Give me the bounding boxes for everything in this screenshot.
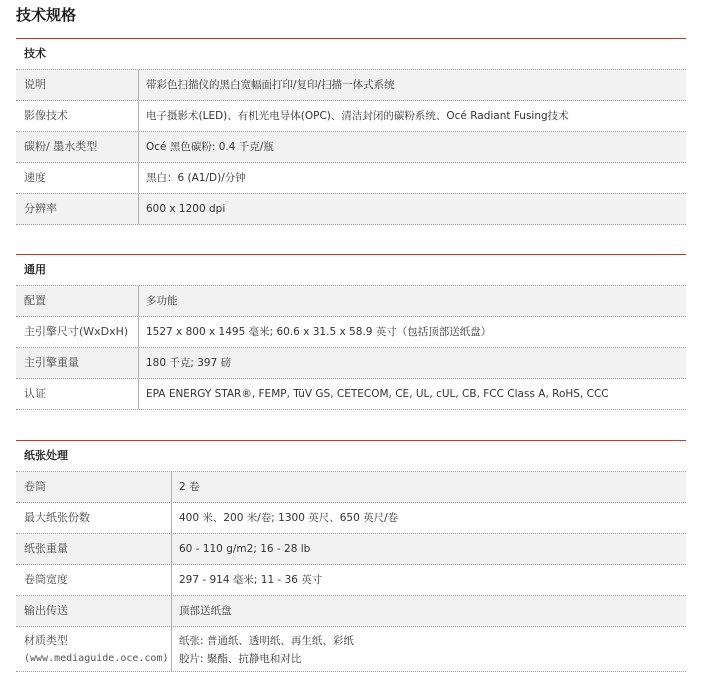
media-guide-link: (www.mediaguide.oce.com) <box>24 653 169 664</box>
table-row <box>16 348 686 379</box>
row-label: 认证 <box>16 379 139 409</box>
row-label: 纸张重量 <box>16 534 172 564</box>
row-value <box>172 627 354 671</box>
row-label: 主引擎重量 <box>16 348 139 378</box>
row-value: 297 - 914 毫米; 11 - 36 英寸 <box>179 574 323 586</box>
row-value: 60 - 110 g/m2; 16 - 28 lb <box>179 543 311 555</box>
table-row <box>16 194 686 225</box>
row-label <box>16 627 172 671</box>
row-value: 黑白：6 (A1/D)/分钟 <box>146 172 246 184</box>
row-label: 分辨率 <box>16 194 139 224</box>
table-row <box>16 317 686 348</box>
row-value: 多功能 <box>146 295 178 307</box>
table-row <box>16 379 686 410</box>
row-value: 顶部送纸盘 <box>179 605 232 617</box>
table-row <box>16 472 686 503</box>
table-row <box>16 163 686 194</box>
row-value: 1527 x 800 x 1495 毫米; 60.6 x 31.5 x 58.9 英寸（包括顶部送纸盘） <box>146 326 492 338</box>
table-row <box>16 503 686 534</box>
row-value: 带彩色扫描仪的黑白宽幅面打印/复印/扫描一体式系统 <box>146 79 395 91</box>
row-label: 说明 <box>16 70 139 100</box>
row-label: 最大纸张份数 <box>16 503 172 533</box>
section-heading: 通用 <box>16 254 686 286</box>
row-label: 卷筒宽度 <box>16 565 172 595</box>
row-value: Océ 黑色碳粉: 0.4 千克/瓶 <box>146 141 274 153</box>
table-row <box>16 565 686 596</box>
table-row <box>16 596 686 627</box>
row-label: 配置 <box>16 286 139 316</box>
row-label: 卷筒 <box>16 472 172 502</box>
row-value: 2 卷 <box>179 481 200 493</box>
section-paper-handling <box>16 440 686 672</box>
section-general <box>16 254 686 410</box>
row-label: 输出传送 <box>16 596 172 626</box>
section-heading: 纸张处理 <box>16 440 686 472</box>
row-value: 180 千克; 397 磅 <box>146 357 232 369</box>
row-value: 400 米、200 米/卷; 1300 英尺、650 英尺/卷 <box>179 512 399 524</box>
table-row <box>16 627 686 672</box>
table-row <box>16 101 686 132</box>
row-value: 600 x 1200 dpi <box>146 203 226 215</box>
row-label: 碳粉/ 墨水类型 <box>16 132 139 162</box>
row-label: 主引擎尺寸(WxDxH) <box>16 317 139 347</box>
section-heading: 技术 <box>16 38 686 70</box>
table-row <box>16 534 686 565</box>
row-label: 影像技术 <box>16 101 139 131</box>
section-technology <box>16 38 686 225</box>
table-row <box>16 70 686 101</box>
row-label: 速度 <box>16 163 139 193</box>
row-label-main: 材质类型 <box>24 634 68 647</box>
table-row <box>16 286 686 317</box>
row-value-line-2: 胶片: 聚酯、抗静电和对比 <box>179 653 302 665</box>
table-row <box>16 132 686 163</box>
row-value-line-1: 纸张: 普通纸、透明纸、再生纸、彩纸 <box>179 635 354 647</box>
row-value: EPA ENERGY STAR®, FEMP, TüV GS, CETECOM, CE, UL, cUL, CB, FCC Class A, RoHS, CCC <box>146 388 609 400</box>
page-title: 技术规格 <box>16 6 77 24</box>
row-value: 电子摄影术(LED)、有机光电导体(OPC)、清洁封闭的碳粉系统、Océ Radiant Fusing技术 <box>146 110 569 122</box>
